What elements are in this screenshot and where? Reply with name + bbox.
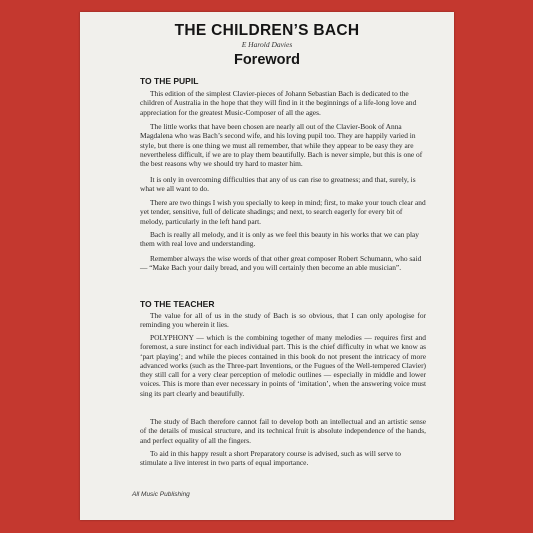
pupil-section-heading: TO THE PUPIL [140,76,199,86]
teacher-paragraph-2: POLYPHONY — which is the combining together of many melodies — requires first and foremost, a sure instinct for each individual part. This is the chief difficulty in what we know as ‘part playing’; and while the pieces contained in this book do not present the intricacy of more advanced works (such as the Three-part Inventions, or the Fugues of the Well-tempered Clavier) they still call for a very clear perception of melodic outlines — especially in middle and lower voices. This is more than ever necessary in points of ‘imitation’, when the answering voice must sing its part clearly and beautifully. [140,333,426,398]
book-title: THE CHILDREN’S BACH [174,22,360,39]
pupil-paragraph-2: The little works that have been chosen are nearly all out of the Clavier-Book of Anna Magdalena who was Bach’s second wife, and his loving pupil too. They are happily varied in style, but there is one thing we must all remember, that while they appear to be easy they are nevertheless difficult, if we are to play them beautifully. Bach is never simple, but this is one of the best reasons why we should try hard to master him. [140,122,423,169]
foreword-heading: Foreword [233,52,301,68]
pupil-paragraph-3: It is only in overcoming difficulties that any of us can rise to greatness; and that, surely, is what we all want to do. [140,175,416,194]
teacher-paragraph-1: The value for all of us in the study of Bach is so obvious, that I can only apologise for reminding you wherein it lies. [140,311,426,330]
teacher-paragraph-3: The study of Bach therefore cannot fail to develop both an intellectual and an artistic sense of the details of musical structure, and its technical fruit is absolute independence of the hands, and perfect equality of all the fingers. [140,417,426,445]
pupil-paragraph-5: Bach is really all melody, and it is only as we feel this beauty in his works that we can play them with real love and understanding. [140,230,420,249]
pupil-paragraph-4: There are two things I wish you specially to keep in mind; first, to make your touch clear and yet tender, sensitive, full of delicate shadings; and next, to search eagerly for every bit of melody, particularly in the left hand part. [140,198,426,226]
pupil-paragraph-1: This edition of the simplest Clavier-pieces of Johann Sebastian Bach is dedicated to the children of Australia in the hope that they will find in it the beginnings of a life-long love and appreciation for the greatest Music-Composer of all the ages. [140,89,417,117]
teacher-section-heading: TO THE TEACHER [140,299,215,309]
book-page [80,12,454,520]
pupil-paragraph-6: Remember always the wise words of that other great composer Robert Schumann, who said — “Make Bach your daily bread, and you will certainly then become an able musician”. [140,254,422,273]
teacher-paragraph-4: To aid in this happy result a short Preparatory course is advised, such as will serve to stimulate a live interest in two parts of equal importance. [140,449,401,468]
author-name: E Harold Davies [241,40,293,49]
publisher-footer: All Music Publishing [132,491,190,498]
